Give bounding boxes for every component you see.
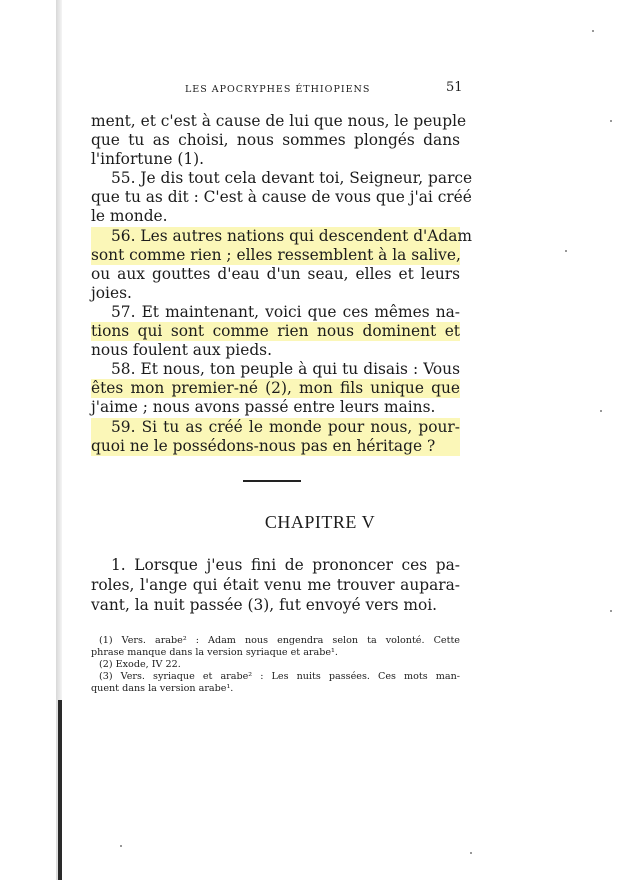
page-header <box>0 80 640 100</box>
footnote-3: (3) Vers. syriaque et arabe² : Les nuits passées. Ces mots man- <box>99 671 460 682</box>
section-separator <box>243 480 301 482</box>
text-line: j'aime ; nous avons passé entre leurs mains. <box>91 398 436 417</box>
scan-speck <box>565 250 567 252</box>
scan-speck <box>120 845 122 847</box>
verse-59-highlighted: 59. Si tu as créé le monde pour nous, pour- <box>91 418 460 437</box>
text-line: l'infortune (1). <box>91 150 205 169</box>
main-text <box>91 112 473 456</box>
page-number: 51 <box>446 80 463 95</box>
text-line: ment, et c'est à cause de lui que nous, le peuple <box>91 112 467 130</box>
verse-58: 58. Et nous, ton peuple à qui tu disais : Vous <box>111 360 460 379</box>
text-line: que tu as dit : C'est à cause de vous que j'ai créé <box>91 188 472 207</box>
scan-speck <box>600 410 602 412</box>
scan-speck <box>610 120 612 122</box>
text-line: que tu as choisi, nous sommes plongés dans <box>91 131 460 150</box>
text-line-highlighted: sont comme rien ; elles ressemblent à la salive, <box>91 245 461 264</box>
text-line: vant, la nuit passée (3), fut envoyé vers moi. <box>91 596 438 614</box>
footnote-1: (1) Vers. arabe² : Adam nous engendra selon ta volonté. Cette <box>99 635 460 646</box>
text-line: ou aux gouttes d'eau d'un seau, elles et leurs <box>91 264 460 283</box>
text-line: joies. <box>91 283 132 302</box>
text-line-highlighted: êtes mon premier-né (2), mon fils unique que <box>91 379 460 398</box>
scan-speck <box>592 30 594 32</box>
chapter-verse-1: 1. Lorsque j'eus fini de prononcer ces pa- <box>111 556 460 574</box>
verse-57: 57. Et maintenant, voici que ces mêmes na- <box>111 302 460 321</box>
chapter-title: CHAPITRE V <box>264 512 376 532</box>
scan-speck <box>610 610 612 612</box>
verse-55: 55. Je dis tout cela devant toi, Seigneur, parce <box>111 169 473 188</box>
chapter-text <box>91 555 460 615</box>
footnotes <box>91 635 460 695</box>
running-title: LES APOCRYPHES ÉTHIOPIENS <box>185 84 371 95</box>
scan-binding-shadow <box>58 700 62 880</box>
text-line: nous foulent aux pieds. <box>91 341 272 360</box>
footnote-3-cont: quent dans la version arabe¹. <box>91 683 234 694</box>
footnote-1-cont: phrase manque dans la version syriaque et arabe¹. <box>91 647 338 658</box>
text-line: le monde. <box>91 207 168 226</box>
scan-speck <box>470 852 472 854</box>
verse-56-highlighted: 56. Les autres nations qui descendent d'Adam <box>91 227 460 246</box>
text-line-highlighted: quoi ne le possédons-nous pas en héritage ? <box>91 437 460 456</box>
text-line-highlighted: tions qui sont comme rien nous dominent et <box>91 322 460 341</box>
footnote-2: (2) Exode, IV 22. <box>99 659 181 670</box>
text-line: roles, l'ange qui était venu me trouver aupara- <box>91 576 460 594</box>
